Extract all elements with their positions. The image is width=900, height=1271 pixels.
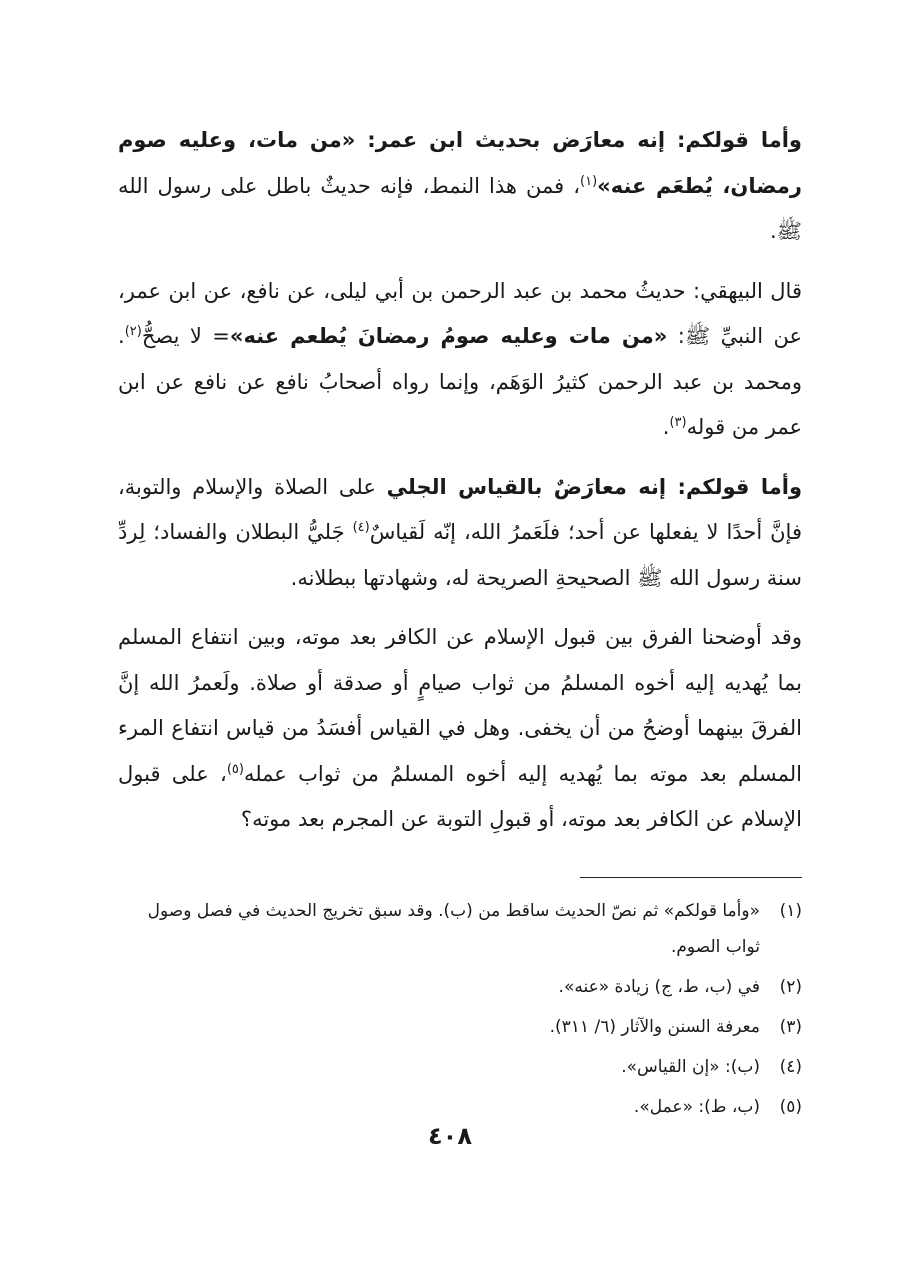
paragraph-2 [118,269,802,451]
footnote-number: (٢) [779,977,802,997]
footnote-text: (ب، ط): «عمل». [633,1097,760,1117]
paragraph-4-part1: وقد أوضحنا الفرق بين قبول الإسلام عن الكافر بعد موته، وبين انتفاع المسلم بما يُهديه إليه أخوه المسلمُ من ثواب صيامٍ أو صدقة أو صلاة. ولَعمرُ الله إنَّ الفرقَ بينهما أوضحُ من أن يخفى. وهل في القياس أفسَدُ من قياس انتفاع المرء المسلم بعد موته بما يُهديه إليه أخوه المسلمُ من ثواب عمله [118,625,802,786]
paragraph-2-bold: «من مات وعليه صومُ رمضانَ يُطعم عنه» [229,324,668,348]
page-number: ٤٠٨ [428,1122,472,1150]
footnote-ref-4: (٤) [352,520,370,535]
footnote-number: (٤) [779,1057,802,1077]
paragraph-1 [118,118,802,255]
paragraph-3-part1: على الصلاة والإسلام والتوبة، فإنَّ أحدًا لا يفعلها عن أحد؛ فلَعَمرُ الله، إنّه لَقياسٌ [118,474,802,544]
paragraph-4 [118,615,802,843]
footnote-1 [118,893,802,965]
paragraph-2-part4: . [662,415,670,439]
footnote-divider [580,877,802,878]
footnote-text: (ب): «إن القياس». [621,1057,760,1077]
paragraph-4-part2: ، على قبول الإسلام عن الكافر بعد موته، أو قبولِ التوبة عن المجرم بعد موته؟ [118,761,802,831]
footnote-4 [118,1049,802,1085]
footnote-3 [118,1009,802,1045]
footnote-5 [118,1089,802,1125]
paragraph-3-bold: وأما قولكم: إنه معارَضٌ بالقياس الجلي [386,474,802,499]
footnote-ref-2: (٢) [124,324,142,339]
footnote-text: «وأما قولكم» ثم نصّ الحديث ساقط من (ب). وقد سبق تخريج الحديث في فصل وصول ثواب الصوم. [147,901,760,957]
paragraph-3-part2: جَليُّ البطلان والفساد؛ لِردِّ سنة رسول الله ﷺ الصحيحةِ الصريحة له، وشهادتها ببطلانه. [118,520,802,590]
paragraph-2-part2: = لا يصحُّ [141,324,230,348]
footnote-ref-3: (٣) [669,415,687,430]
footnotes [118,893,802,1129]
paragraph-2-part3: . ومحمد بن عبد الرحمن كثيرُ الوَهَم، وإنما رواه أصحابُ نافع عن نافع عن ابن عمر من قوله [118,324,802,439]
footnote-ref-5: (٥) [226,761,244,777]
paragraph-1-rest: ، فمن هذا النمط، فإنه حديثٌ باطل على رسول الله ﷺ. [118,173,802,243]
paragraph-2-part1: قال البيهقي: حديثُ محمد بن عبد الرحمن بن أبي ليلى، عن نافع، عن ابن عمر، عن النبيِّ ﷺ: [118,278,802,348]
footnote-number: (١) [779,901,802,921]
footnote-2 [118,969,802,1005]
footnote-ref-1: (١) [580,173,598,189]
footnote-number: (٥) [779,1097,802,1117]
paragraph-3 [118,465,802,602]
footnote-text: معرفة السنن والآثار (٦/ ٣١١). [549,1017,760,1037]
footnote-number: (٣) [779,1017,802,1037]
footnote-text: في (ب، ط، ج) زيادة «عنه». [558,977,760,997]
main-text [118,118,802,857]
paragraph-1-bold: وأما قولكم: إنه معارَض بحديث ابن عمر: «من مات، وعليه صوم رمضان، يُطعَم عنه» [118,128,802,198]
